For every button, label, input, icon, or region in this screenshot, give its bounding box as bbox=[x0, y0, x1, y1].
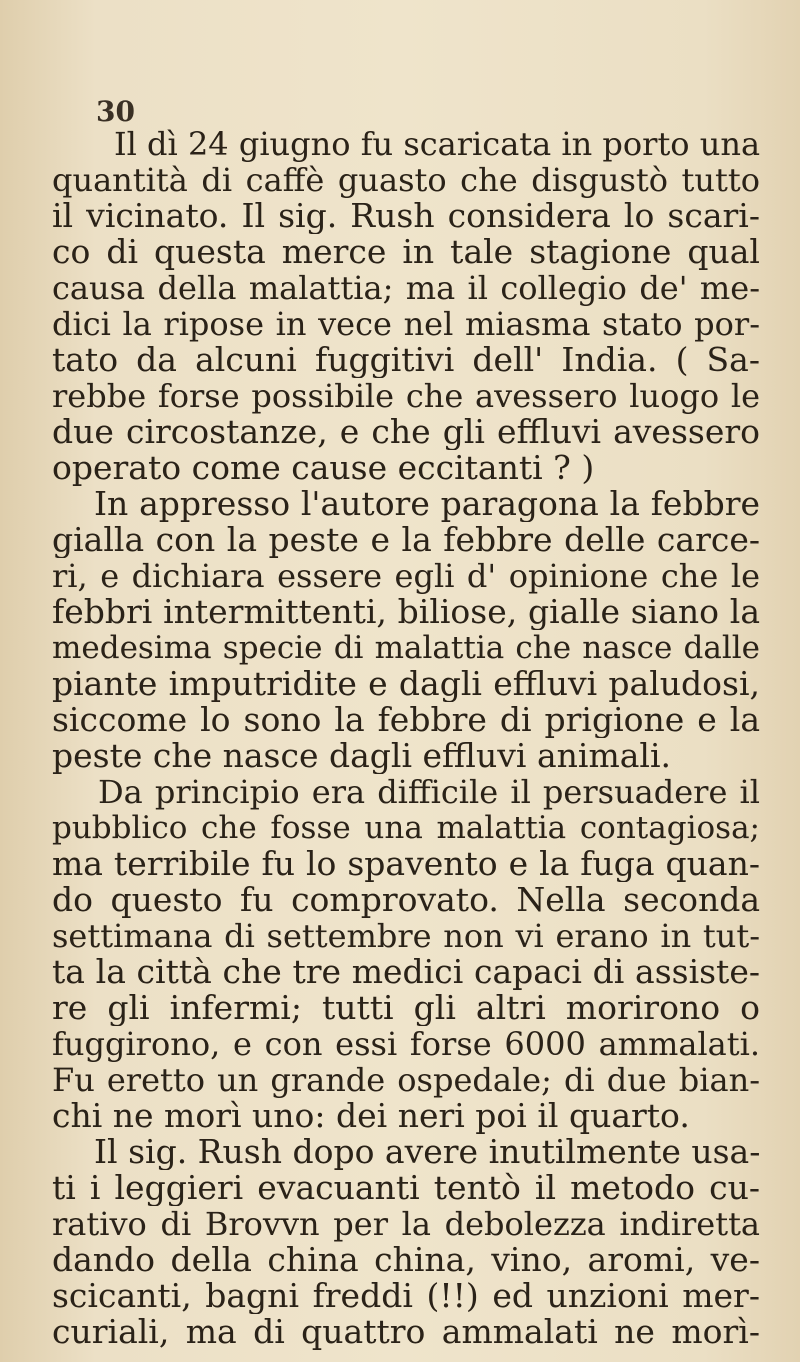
text-line: In appresso l'autore paragona la febbre bbox=[94, 486, 760, 522]
text-line: ta la città che tre medici capaci di assiste- bbox=[52, 954, 760, 990]
text-line: siccome lo sono la febbre di prigione e la bbox=[52, 702, 760, 738]
page-number: 30 bbox=[96, 95, 135, 128]
text-line: causa della malattia; ma il collegio de' me- bbox=[52, 270, 760, 306]
text-line: re gli infermi; tutti gli altri morirono o bbox=[52, 990, 760, 1026]
text-line: febbri intermittenti, biliose, gialle siano la bbox=[52, 594, 760, 630]
text-line: ti i leggieri evacuanti tentò il metodo cu- bbox=[52, 1170, 760, 1206]
text-line: dando della china china, vino, aromi, ve- bbox=[52, 1242, 760, 1278]
text-line: ri, e dichiara essere egli d' opinione che le bbox=[52, 558, 760, 594]
text-line: quantità di caffè guasto che disgustò tutto bbox=[52, 162, 760, 198]
text-line: rativo di Brovvn per la debolezza indiretta bbox=[52, 1206, 760, 1242]
text-line: ma terribile fu lo spavento e la fuga quan- bbox=[52, 846, 760, 882]
text-line: piante imputridite e dagli effluvi paludosi, bbox=[52, 666, 760, 702]
text-line: il vicinato. Il sig. Rush considera lo scari- bbox=[52, 198, 760, 234]
text-line: curiali, ma di quattro ammalati ne morì- bbox=[52, 1314, 760, 1350]
text-line: tato da alcuni fuggitivi dell' India. ( Sa- bbox=[52, 342, 760, 378]
text-line: rebbe forse possibile che avessero luogo le bbox=[52, 378, 760, 414]
text-line: Il sig. Rush dopo avere inutilmente usa- bbox=[94, 1134, 760, 1170]
text-line: Il dì 24 giugno fu scaricata in porto una bbox=[114, 126, 760, 162]
text-line: chi ne morì uno: dei neri poi il quarto. bbox=[52, 1098, 690, 1134]
text-line: pubblico che fosse una malattia contagiosa; bbox=[52, 810, 760, 846]
text-line: fuggirono, e con essi forse 6000 ammalati. bbox=[52, 1026, 760, 1062]
text-line: scicanti, bagni freddi (!!) ed unzioni mer- bbox=[52, 1278, 760, 1314]
text-line: co di questa merce in tale stagione qual bbox=[52, 234, 760, 270]
text-line: Fu eretto un grande ospedale; di due bian- bbox=[52, 1062, 760, 1098]
text-line: do questo fu comprovato. Nella seconda bbox=[52, 882, 760, 918]
text-line: medesima specie di malattia che nasce dalle bbox=[52, 630, 760, 666]
text-line: due circostanze, e che gli effluvi avessero bbox=[52, 414, 760, 450]
text-line: dici la ripose in vece nel miasma stato por- bbox=[52, 306, 760, 342]
text-line: gialla con la peste e la febbre delle carce- bbox=[52, 522, 760, 558]
text-line: settimana di settembre non vi erano in tut- bbox=[52, 918, 760, 954]
text-line: Da principio era difficile il persuadere il bbox=[98, 774, 760, 810]
text-line: operato come cause eccitanti ? ) bbox=[52, 450, 595, 486]
text-line: peste che nasce dagli effluvi animali. bbox=[52, 738, 672, 774]
